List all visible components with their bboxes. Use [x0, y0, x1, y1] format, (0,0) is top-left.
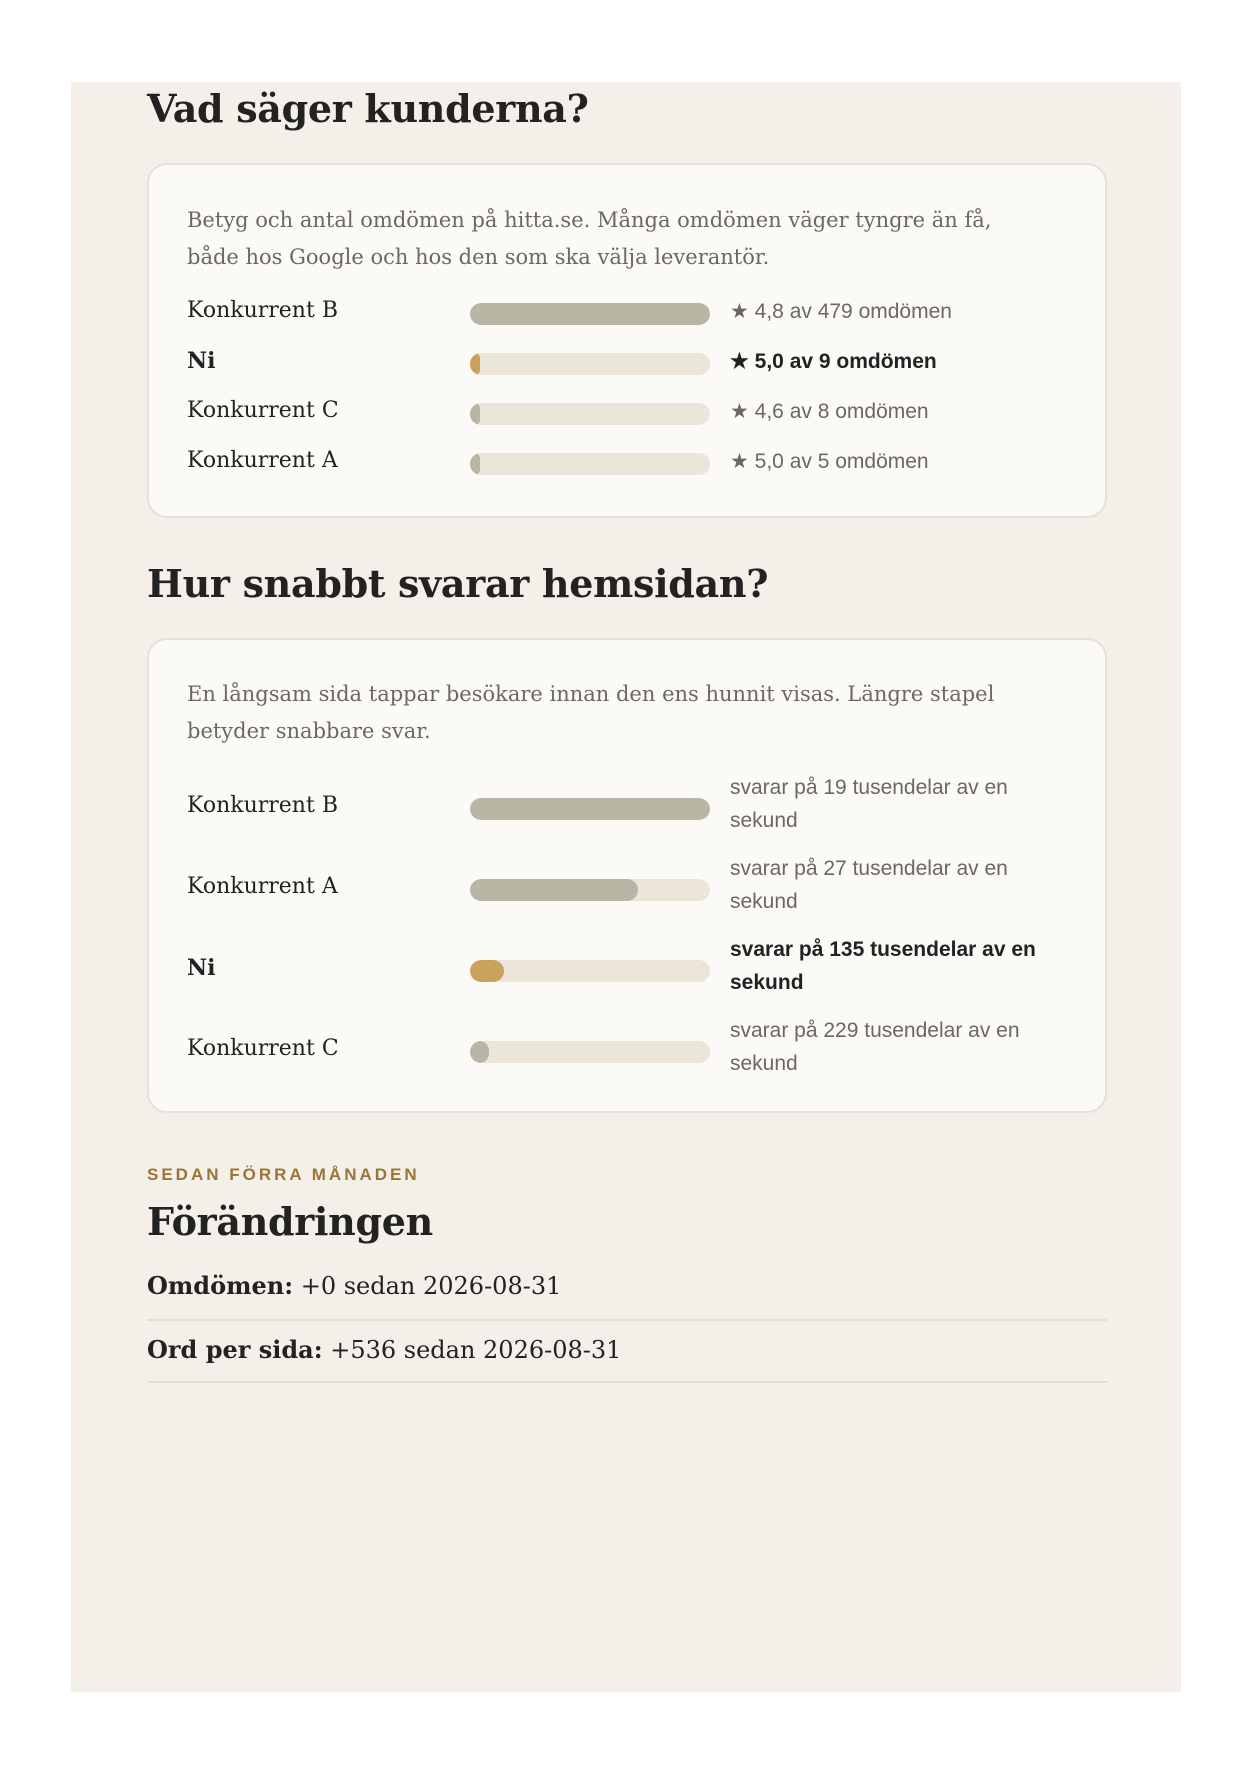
bar-fill [470, 403, 480, 425]
bar-row-label: Konkurrent B [187, 298, 338, 323]
change-value: +0 sedan 2026-08-31 [300, 1272, 562, 1300]
bar-row-label: Konkurrent A [187, 874, 338, 899]
bar-track [470, 353, 710, 375]
bar-row [187, 854, 1067, 924]
bar-row-label: Ni [187, 348, 216, 374]
bar-fill [470, 1041, 489, 1063]
report-page [71, 82, 1181, 1692]
bar-row-value: svarar på 135 tusendelar av en sekund [730, 938, 1036, 994]
bar-row-label: Konkurrent B [187, 793, 338, 818]
bar-row [187, 445, 1067, 485]
change-kicker: SEDAN FÖRRA MÅNADEN [147, 1165, 420, 1184]
bar-row [187, 773, 1067, 843]
bar-fill [470, 879, 638, 901]
bar-row [187, 395, 1067, 435]
bar-track [470, 403, 710, 425]
change-row-words [147, 1321, 1107, 1383]
change-label: Ord per sida: [147, 1335, 323, 1364]
bar-row [187, 295, 1067, 335]
bar-row-value: svarar på 229 tusendelar av en sekund [730, 1019, 1020, 1075]
bar-row-value: ★ 4,6 av 8 omdömen [730, 400, 929, 423]
speed-intro: En långsam sida tappar besökare innan den ens hunnit visas. Längre stapel betyder snabbare svar. [187, 682, 995, 743]
bar-fill [470, 303, 710, 325]
speed-title: Hur snabbt svarar hemsidan? [147, 561, 769, 606]
bar-track [470, 798, 710, 820]
bar-row-value: ★ 5,0 av 5 omdömen [730, 450, 929, 473]
bar-fill [470, 960, 504, 982]
bar-track [470, 453, 710, 475]
bar-fill [470, 453, 480, 475]
bar-track [470, 879, 710, 901]
bar-fill [470, 353, 480, 375]
change-label: Omdömen: [147, 1271, 294, 1300]
reviews-intro: Betyg och antal omdömen på hitta.se. Många omdömen väger tyngre än få, både hos Google och hos den som ska välja leverantör. [187, 208, 992, 269]
speed-card [147, 638, 1107, 1113]
reviews-card [147, 163, 1107, 518]
change-title: Förändringen [147, 1199, 433, 1244]
bar-track [470, 960, 710, 982]
bar-row-value: ★ 4,8 av 479 omdömen [730, 300, 952, 323]
bar-row-label: Ni [187, 955, 216, 981]
bar-row-value: svarar på 27 tusendelar av en sekund [730, 857, 1008, 913]
bar-row-label: Konkurrent C [187, 1036, 339, 1061]
reviews-title: Vad säger kunderna? [147, 86, 589, 131]
bar-row [187, 1016, 1067, 1086]
bar-row-label: Konkurrent C [187, 398, 339, 423]
bar-row-label: Konkurrent A [187, 448, 338, 473]
bar-row-value: svarar på 19 tusendelar av en sekund [730, 776, 1008, 832]
bar-row [187, 345, 1067, 385]
bar-track [470, 303, 710, 325]
bar-row-value: ★ 5,0 av 9 omdömen [730, 350, 937, 373]
bar-row [187, 935, 1067, 1005]
bar-track [470, 1041, 710, 1063]
change-row-reviews [147, 1259, 1107, 1321]
change-value: +536 sedan 2026-08-31 [330, 1336, 622, 1364]
bar-fill [470, 798, 710, 820]
